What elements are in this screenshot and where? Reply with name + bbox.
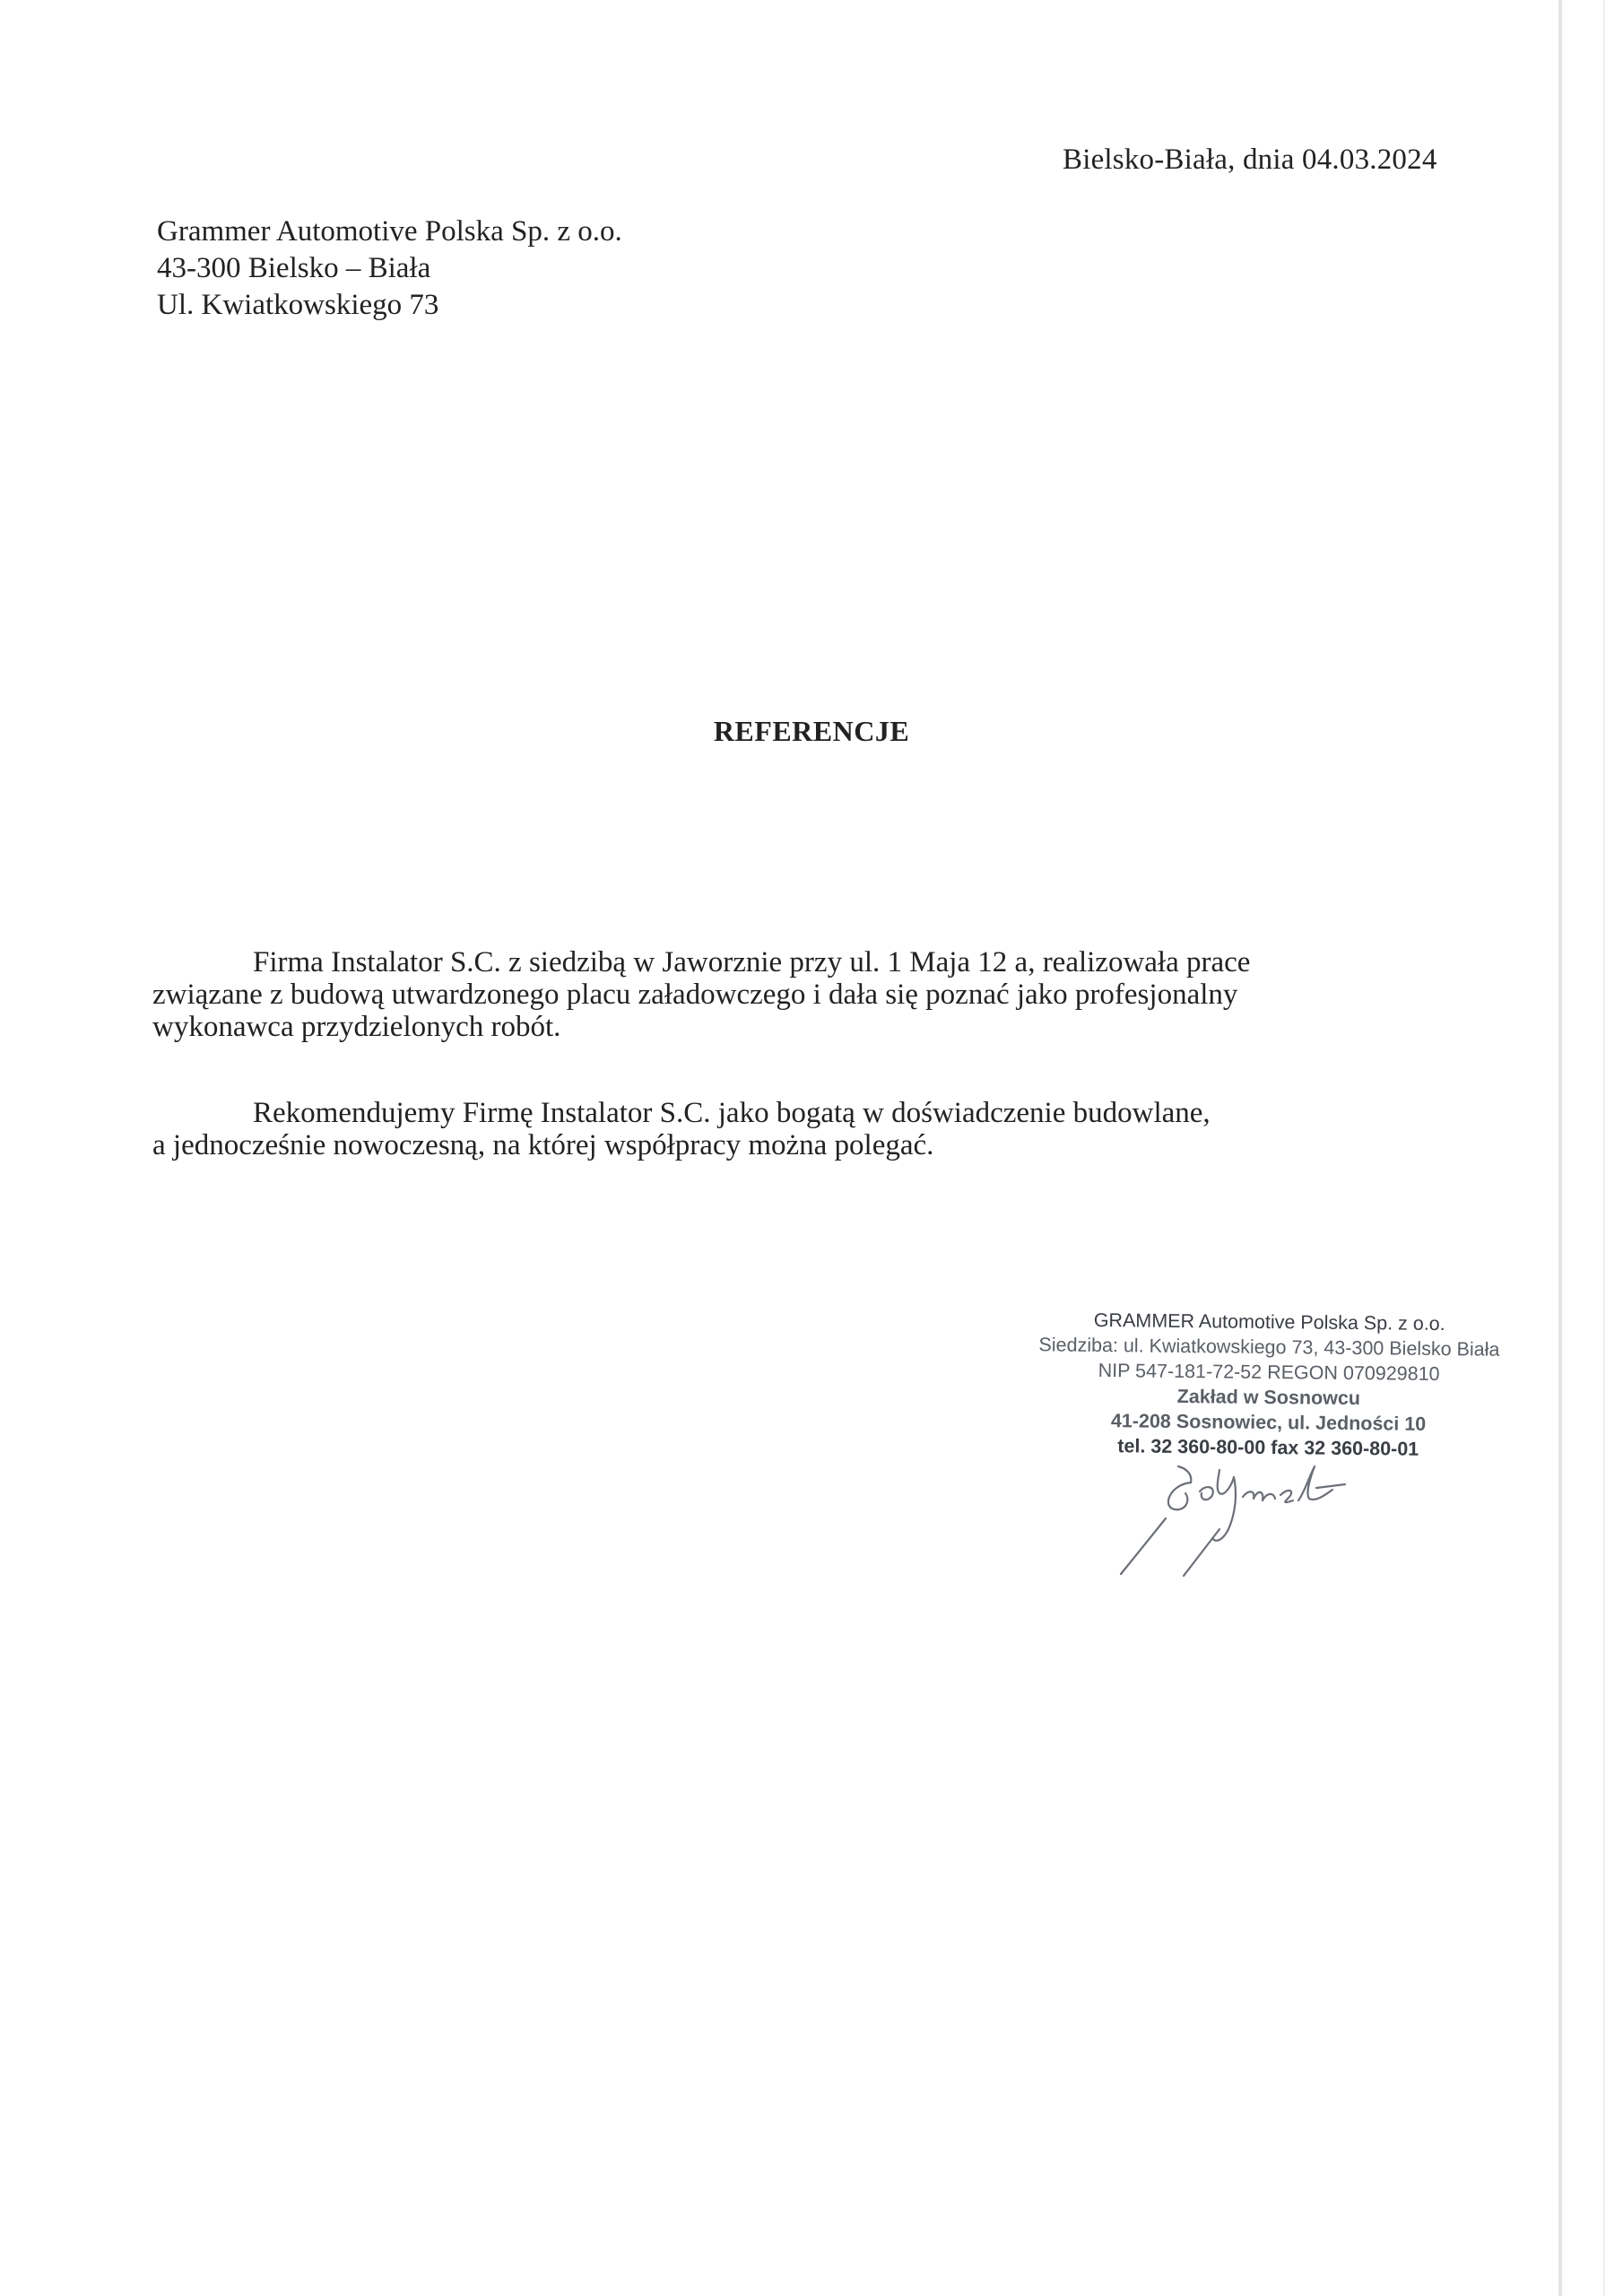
recipient-company: Grammer Automotive Polska Sp. z o.o. — [157, 215, 622, 248]
document-title: REFERENCJE — [713, 715, 910, 747]
company-stamp — [985, 1307, 1552, 1464]
recipient-street: Ul. Kwiatkowskiego 73 — [157, 289, 439, 321]
stamp-plant: Zakład w Sosnowcu — [1176, 1385, 1361, 1410]
stamp-nip-regon: NIP 547-181-72-52 REGON 070929810 — [1098, 1360, 1440, 1385]
recipient-address — [157, 213, 622, 324]
paragraph-2 — [152, 1097, 1390, 1161]
paragraph-1-line-1: Firma Instalator S.C. z siedzibą w Jaworznie przy ul. 1 Maja 12 a, realizowała prace — [253, 946, 1251, 978]
stamp-seat: Siedziba: ul. Kwiatkowskiego 73, 43-300 Bielsko Biała — [1038, 1334, 1500, 1361]
paragraph-1-line-2: związane z budową utwardzonego placu załadowczego i dała się poznać jako profesjonalny — [152, 978, 1238, 1011]
stamp-phone-fax: tel. 32 360-80-00 fax 32 360-80-01 — [1117, 1435, 1419, 1460]
scan-edge-line — [1558, 0, 1562, 2296]
scan-edge-line — [1603, 0, 1605, 2296]
stamp-plant-address: 41-208 Sosnowiec, ul. Jedności 10 — [1110, 1410, 1427, 1435]
stamp-company: GRAMMER Automotive Polska Sp. z o.o. — [1093, 1309, 1445, 1335]
paragraph-2-line-1: Rekomendujemy Firmę Instalator S.C. jako bogatą w doświadczenie budowlane, — [253, 1097, 1211, 1129]
place-and-date: Bielsko-Biała, dnia 04.03.2024 — [1063, 144, 1437, 176]
recipient-city: 43-300 Bielsko – Biała — [157, 252, 431, 284]
paragraph-1 — [152, 946, 1390, 1043]
handwritten-signature — [1085, 1457, 1390, 1583]
paragraph-1-line-3: wykonawca przydzielonych robót. — [152, 1011, 561, 1043]
paragraph-2-line-2: a jednocześnie nowoczesną, na której współpracy można polegać. — [152, 1129, 934, 1161]
